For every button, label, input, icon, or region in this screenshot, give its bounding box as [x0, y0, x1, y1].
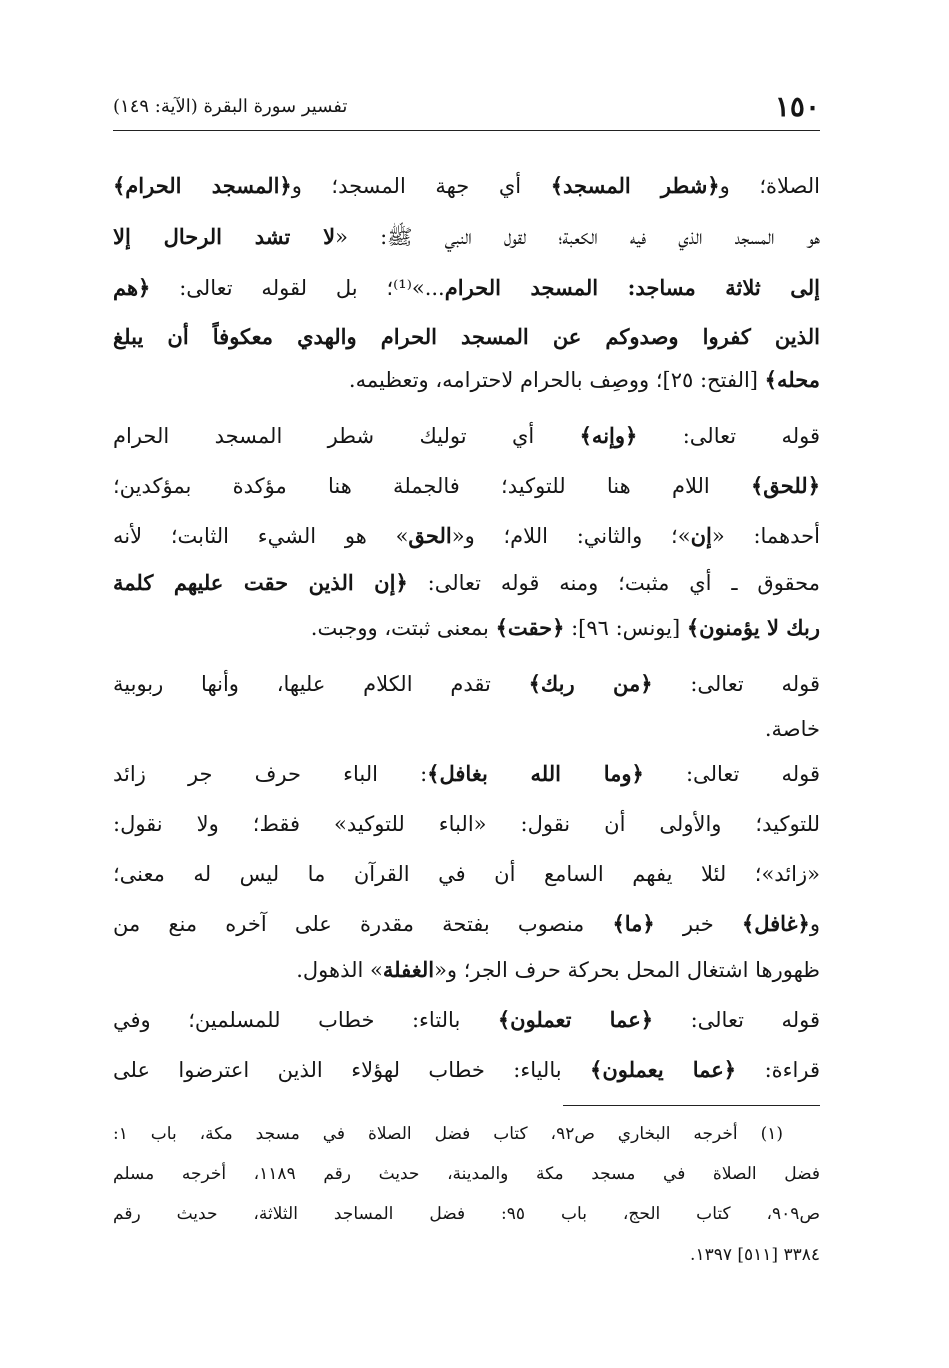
footnote-line: ص٩٠٩، كتاب الحج، باب ٩٥: فضل المساجد الثلاثة، حديث رقم: [113, 1204, 820, 1224]
text-line: [113, 412, 820, 460]
bold-quote: ﴿من ربك﴾: [528, 671, 653, 696]
text-run: [الفتح: ٢٥]؛ ووصِف بالحرام لاحترامه، وتعظيمه.: [348, 368, 765, 392]
text-run: : الباء حرف جر زائد: [113, 762, 428, 786]
bold-quote: ﴿عما تعملون﴾: [497, 1007, 654, 1032]
text-run: الصلاة؛ و: [719, 174, 820, 198]
text-line: [113, 162, 820, 210]
text-line: [113, 705, 820, 753]
text-run: خاصة.: [764, 717, 820, 741]
text-line: [113, 213, 820, 261]
text-run: منصوب بفتحة مقدرة على آخره منع من: [113, 912, 613, 936]
text-run: قوله تعالى:: [653, 1008, 820, 1032]
bold-quote: إلى ثلاثة مساجد: المسجد الحرام: [444, 275, 820, 300]
footnote-line: (١) أخرجه البخاري ص٩٢، كتاب فضل الصلاة في مسجد مكة، باب ١:: [113, 1124, 783, 1144]
bold-quote: ﴿إن الذين حقت عليهم كلمة: [113, 570, 408, 595]
text-run: » هو الشيء الثابت؛ لأنه: [113, 524, 409, 548]
text-line: [113, 559, 820, 607]
text-line: [113, 750, 820, 798]
text-run: و: [809, 912, 820, 936]
text-run: اللام هنا للتوكيد؛ فالجملة هنا مؤكدة بمؤكدين؛: [113, 474, 751, 498]
bold-quote: محله﴾: [764, 367, 820, 392]
bold-quote: ﴿هم: [113, 275, 151, 300]
text-run: بالياء: خطاب لهؤلاء الذين اعترضوا على: [113, 1058, 591, 1082]
text-line: [113, 900, 820, 948]
text-run: قوله تعالى:: [637, 424, 820, 448]
text-run: بالتاء: خطاب للمسلمين؛ وفي: [113, 1008, 498, 1032]
bold-quote: ربك لا يؤمنون﴾: [686, 615, 820, 640]
text-line: [113, 996, 820, 1044]
bold-quote: الغفلة: [382, 957, 435, 982]
bold-quote: الذين كفروا وصدوكم عن المسجد الحرام والهدي معكوفاً أن يبلغ: [113, 324, 820, 349]
text-run: للتوكيد؛ والأولى أن نقول: «الباء للتوكيد» فقط؛ ولا نقول:: [113, 812, 820, 836]
text-run: قراءة:: [736, 1058, 820, 1082]
text-line: [113, 946, 820, 994]
text-run: بمعنى ثبتت، ووجبت.: [310, 616, 496, 640]
bold-quote: ﴿وإنه﴾: [579, 423, 638, 448]
running-title: تفسير سورة البقرة (الآية: ١٤٩): [113, 95, 348, 117]
text-run: هو المسجد الذي فيه الكعبة؛ لقول النبي ﷺ: «: [335, 225, 820, 249]
text-run: أحدهما: «: [711, 524, 820, 548]
bold-quote: الحق: [408, 523, 452, 548]
text-line: [113, 356, 820, 404]
text-line: [113, 512, 820, 560]
bold-quote: ﴿ما﴾: [612, 911, 655, 936]
page-header: [113, 86, 820, 126]
text-run: خبر: [654, 912, 742, 936]
text-run: تقدم الكلام عليها، وأنها ربوبية: [113, 672, 529, 696]
text-run: ظهورها اشتغال المحل بحركة حرف الجر؛ و«: [434, 958, 820, 982]
text-line: [113, 850, 820, 898]
text-run: [يونس: ٩٦]:: [564, 616, 687, 640]
text-line: [113, 264, 820, 312]
text-run: »؛ والثاني: اللام؛ و«: [451, 524, 691, 548]
text-run: » الذهول.: [296, 958, 383, 982]
footnote-line: فضل الصلاة في مسجد مكة والمدينة، حديث رقم ١١٨٩، أخرجه مسلم: [113, 1164, 820, 1184]
bold-quote: لا تشد الرحال إلا: [113, 224, 336, 249]
bold-quote: ﴿غافل﴾: [741, 911, 810, 936]
text-run: أي جهة المسجد؛ و: [291, 174, 551, 198]
text-line: [113, 604, 820, 652]
bold-quote: ﴿شطر المسجد﴾: [550, 173, 720, 198]
text-line: [113, 800, 820, 848]
bold-quote: ﴿وما الله بغافل﴾: [427, 761, 644, 786]
bold-quote: إن: [690, 523, 712, 548]
text-run: محقوق ـ أي مثبت؛ ومنه قوله تعالى:: [407, 571, 820, 595]
text-line: [113, 313, 820, 361]
text-line: [113, 1046, 820, 1094]
bold-quote: ﴿للحق﴾: [750, 473, 820, 498]
bold-quote: ﴿حقت﴾: [495, 615, 565, 640]
text-run: «زائد»؛ لئلا يفهم السامع أن في القرآن ما ليس له معنى؛: [113, 862, 820, 886]
bold-quote: ﴿المسجد الحرام﴾: [113, 173, 292, 198]
text-run: قوله تعالى:: [652, 672, 820, 696]
text-line: [113, 462, 820, 510]
page-number: ١٥٠: [774, 89, 820, 123]
text-run: قوله تعالى:: [643, 762, 820, 786]
text-line: [113, 660, 820, 708]
footnote-line: ٣٣٨٤ [٥١١] ١٣٩٧.: [690, 1245, 820, 1265]
header-rule: [113, 130, 820, 131]
footnote-separator: [563, 1105, 820, 1106]
text-run: أي توليك شطر المسجد الحرام: [113, 424, 580, 448]
bold-quote: ﴿عما يعملون﴾: [590, 1057, 737, 1082]
text-run: ...»⁽¹⁾؛ بل لقوله تعالى:: [150, 276, 445, 300]
